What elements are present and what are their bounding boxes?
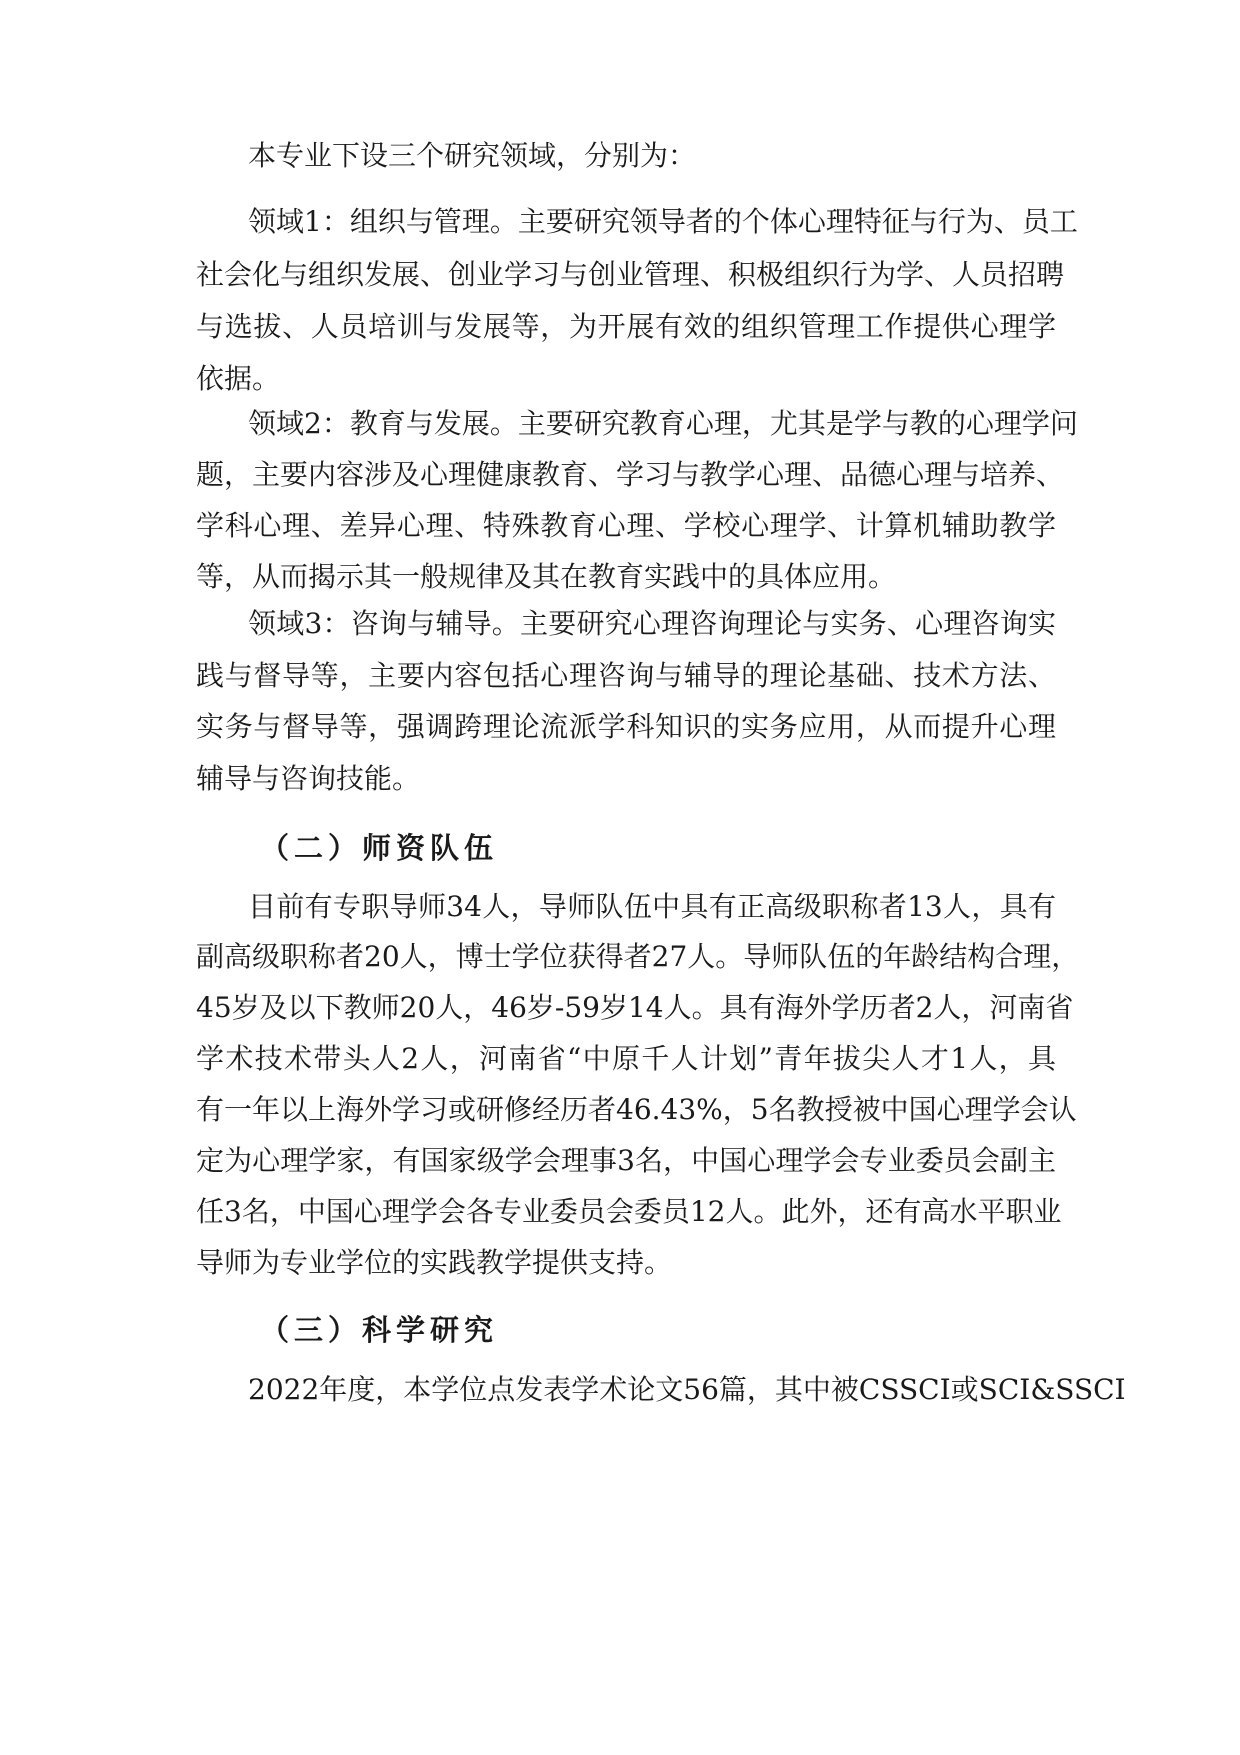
faculty-line: 有一年以上海外学习或研修经历者46.43%，5名教授被中国心理学会认 — [196, 1093, 1077, 1126]
faculty-line: 副高级职称者20人，博士学位获得者27人。导师队伍的年龄结构合理， — [196, 940, 1080, 973]
field2-line: 领域2：教育与发展。主要研究教育心理，尤其是学与教的心理学问 — [248, 407, 1078, 440]
faculty-line: 任3名，中国心理学会各专业委员会委员12人。此外，还有高水平职业 — [196, 1195, 1062, 1228]
field2-line: 等，从而揭示其一般规律及其在教育实践中的具体应用。 — [196, 560, 897, 593]
section-heading-faculty: （二）师资队伍 — [260, 831, 499, 865]
field1-line: 依据。 — [196, 362, 281, 395]
faculty-line: 学术技术带头人2人，河南省“中原千人计划”青年拔尖人才1人，具 — [196, 1042, 1056, 1075]
field2-line: 学科心理、差异心理、特殊教育心理、学校心理学、计算机辅助教学 — [196, 509, 1056, 542]
field3-line: 践与督导等，主要内容包括心理咨询与辅导的理论基础、技术方法、 — [196, 659, 1056, 692]
faculty-line: 导师为专业学位的实践教学提供支持。 — [196, 1246, 673, 1279]
section-heading-research: （三）科学研究 — [260, 1313, 499, 1347]
research-line: 2022年度，本学位点发表学术论文56篇，其中被CSSCI或SCI&SSCI — [248, 1373, 1126, 1406]
field3-line: 辅导与咨询技能。 — [196, 762, 421, 795]
faculty-line: 定为心理学家，有国家级学会理事3名，中国心理学会专业委员会副主 — [196, 1144, 1056, 1177]
field1-line: 领域1：组织与管理。主要研究领导者的个体心理特征与行为、员工 — [248, 205, 1078, 238]
faculty-line: 45岁及以下教师20人，46岁-59岁14人。具有海外学历者2人，河南省 — [196, 991, 1074, 1024]
field2-line: 题，主要内容涉及心理健康教育、学习与教学心理、品德心理与培养、 — [196, 458, 1065, 491]
faculty-line: 目前有专职导师34人，导师队伍中具有正高级职称者13人，具有 — [248, 890, 1056, 923]
field1-line: 社会化与组织发展、创业学习与创业管理、积极组织行为学、人员招聘 — [196, 258, 1065, 291]
field1-line: 与选拔、人员培训与发展等，为开展有效的组织管理工作提供心理学 — [196, 310, 1056, 343]
intro-paragraph: 本专业下设三个研究领域，分别为： — [248, 139, 697, 172]
field3-line: 领域3：咨询与辅导。主要研究心理咨询理论与实务、心理咨询实 — [248, 607, 1056, 640]
field3-line: 实务与督导等，强调跨理论流派学科知识的实务应用，从而提升心理 — [196, 710, 1056, 743]
